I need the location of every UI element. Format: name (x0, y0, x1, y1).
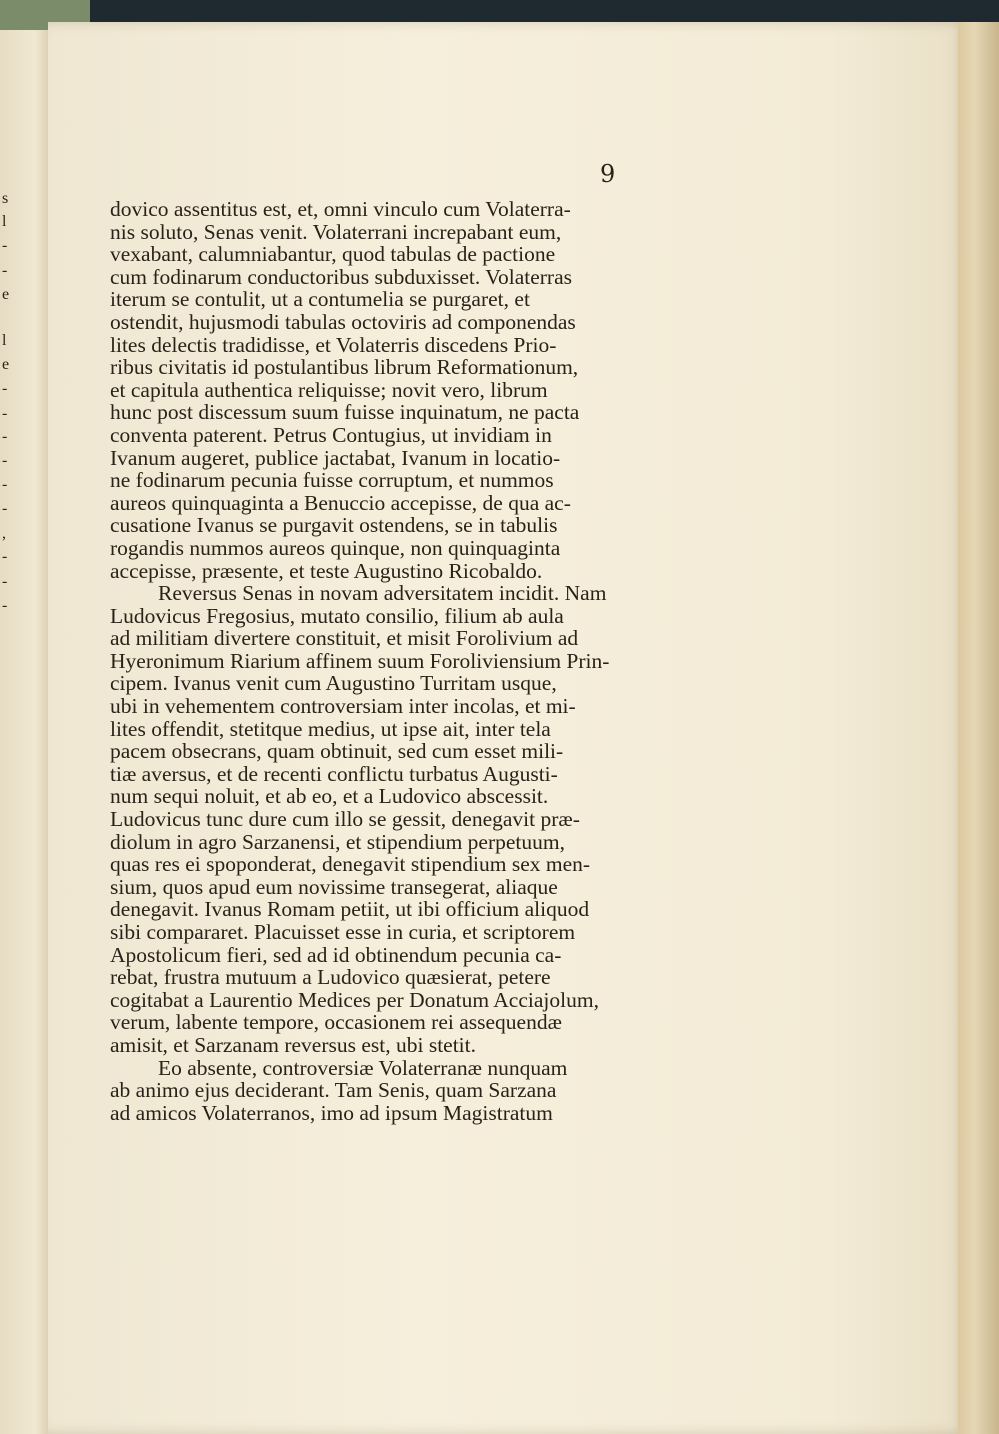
text-line: amisit, et Sarzanam reversus est, ubi stetit. (110, 1032, 477, 1057)
left-page-fragment: - (2, 428, 8, 445)
text-line: denegavit. Ivanus Romam petiit, ut ibi officium aliquod (110, 897, 590, 922)
text-line: aureos quinquaginta a Benuccio accepisse, de qua ac- (110, 490, 571, 515)
text-line: conventa paterent. Petrus Contugius, ut invidiam in (110, 422, 552, 447)
left-page-fragment: - (2, 476, 8, 493)
text-line: cipem. Ivanus venit cum Augustino Turritam usque, (110, 671, 557, 696)
text-line: pacem obsecrans, quam obtinuit, sed cum esset mili- (110, 739, 564, 764)
text-line: quas res ei spoponderat, denegavit stipendium sex men- (110, 852, 591, 877)
text-line: diolum in agro Sarzanensi, et stipendium perpetuum, (110, 829, 565, 854)
text-line: ad amicos Volaterranos, imo ad ipsum Magistratum (110, 1100, 553, 1125)
left-page-fragment: , (2, 525, 6, 542)
text-line: sium, quos apud eum novissime transegerat, aliaque (110, 874, 558, 899)
text-line: Ludovicus tunc dure cum illo se gessit, denegavit præ- (110, 807, 580, 832)
left-page-fragment: - (2, 452, 8, 469)
left-page-fragment: - (2, 380, 8, 397)
text-line: num sequi noluit, et ab eo, et a Ludovico abscessit. (110, 784, 549, 809)
text-line: ribus civitatis id postulantibus librum Reformationum, (110, 355, 579, 380)
left-page-fragment: - (2, 548, 8, 565)
left-page-fragment: s (2, 190, 9, 207)
text-line: tiæ aversus, et de recenti conflictu turbatus Augusti- (110, 761, 558, 786)
left-page-fragment: e (2, 356, 10, 373)
text-line: sibi compararet. Placuisset esse in curia, et scriptorem (110, 920, 576, 944)
left-page-fragment: - (2, 500, 8, 517)
text-line: iterum se contulit, ut a contumelia se purgaret, et (110, 287, 530, 312)
left-page-fragment: - (2, 573, 8, 590)
text-line: ab animo ejus deciderant. Tam Senis, quam Sarzana (110, 1078, 557, 1103)
body-text (110, 198, 676, 1124)
left-page-fragment: l (2, 213, 7, 230)
page-number: 9 (600, 160, 616, 188)
text-line: ostendit, hujusmodi tabulas octoviris ad componendas (110, 309, 576, 334)
left-page-fragment: - (2, 237, 8, 254)
text-line: Ivanum augeret, publice jactabat, Ivanum in locatio- (110, 445, 561, 470)
text-line: vexabant, calumniabantur, quod tabulas de pactione (110, 242, 556, 267)
text-line: lites offendit, stetitque medius, ut ipse ait, inter tela (110, 716, 551, 741)
left-page-fragment: - (2, 405, 8, 422)
left-page-fragment: - (2, 262, 8, 279)
text-line: Reversus Senas in novam adversitatem incidit. Nam (158, 581, 607, 606)
text-line: Ludovicus Fregosius, mutato consilio, filium ab aula (110, 603, 564, 628)
text-line: cusatione Ivanus se purgavit ostendens, se in tabulis (110, 513, 558, 538)
text-line: verum, labente tempore, occasionem rei assequendæ (110, 1010, 562, 1035)
text-line: ubi in vehementem controversiam inter incolas, et mi- (110, 694, 576, 719)
text-line: Hyeronimum Riarium affinem suum Foroliviensium Prin- (110, 648, 610, 673)
text-line: hunc post discessum suum fuisse inquinatum, ne pacta (110, 400, 580, 425)
text-line: Eo absente, controversiæ Volaterranæ nunquam (158, 1055, 568, 1080)
text-line: rogandis nummos aureos quinque, non quinquaginta (110, 535, 561, 560)
text-line: rebat, frustra mutuum a Ludovico quæsierat, petere (110, 965, 551, 990)
text-line: cum fodinarum conductoribus subduxisset. Volaterras (110, 264, 572, 289)
text-line: et capitula authentica reliquisse; novit vero, librum (110, 377, 548, 402)
text-line: ne fodinarum pecunia fuisse corruptum, et nummos (110, 468, 554, 493)
page-edge (958, 22, 999, 1434)
text-line: accepisse, præsente, et teste Augustino Ricobaldo. (110, 558, 543, 583)
text-line: nis soluto, Senas venit. Volaterrani increpabant eum, (110, 219, 562, 244)
text-line: dovico assentitus est, et, omni vinculo cum Volaterra- (110, 197, 571, 221)
left-page-margin (0, 30, 52, 1434)
text-line: cogitabat a Laurentio Medices per Donatum Acciajolum, (110, 987, 599, 1012)
text-line: Apostolicum fieri, sed ad id obtinendum pecunia ca- (110, 942, 562, 967)
left-page-fragment: l (2, 332, 7, 349)
text-line: lites delectis tradidisse, et Volaterris discedens Prio- (110, 332, 557, 357)
text-line: ad militiam divertere constituit, et misit Forolivium ad (110, 626, 579, 651)
left-page-fragment: - (2, 597, 8, 614)
left-page-fragment: e (2, 286, 10, 303)
